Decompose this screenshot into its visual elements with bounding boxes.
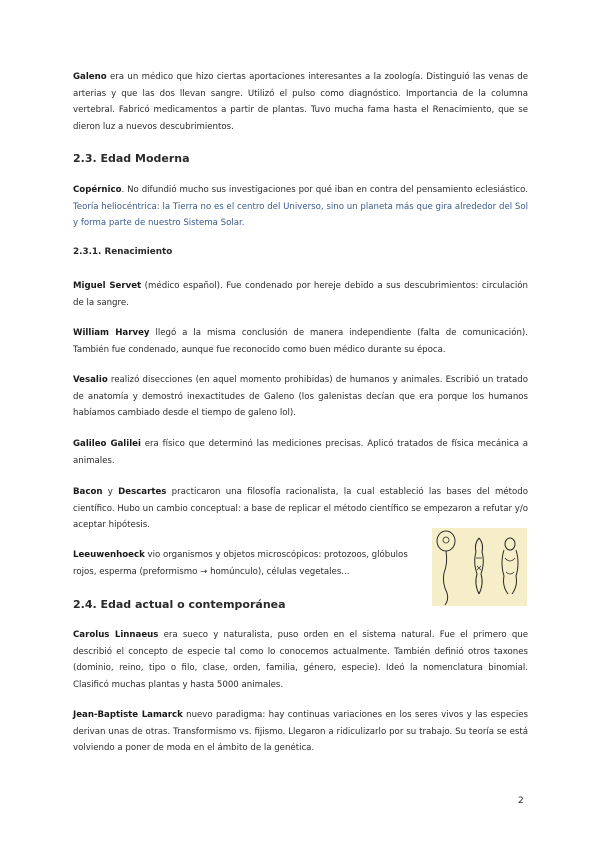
name-descartes: Descartes [118, 487, 167, 497]
name-leeuwenhoeck: Leeuwenhoeck [73, 550, 145, 560]
paragraph-bacon-descartes [73, 484, 528, 534]
text-harvey: llegó a la misma conclusión de manera independiente (falta de comunicación). También fue condenado, aunque fue reconocido como buen médico durante su época. [73, 328, 528, 355]
homunculus-illustration [432, 528, 527, 606]
text-galeno: era un médico que hizo ciertas aportaciones interesantes a la zoología. Distinguió las venas de arterias y que las dos llevan sangre. Utilizó el pulso como diagnóstico. Importancia de la columna vertebral. Fabricó medicamentos a partir de plantas. Tuvo mucha fama hasta el Renacimiento, que se dieron luz a nuevos descubrimientos. [73, 72, 528, 132]
text-servet: (médico español). Fue condenado por hereje debido a sus descubrimientos: circulación de la sangre. [73, 281, 528, 308]
text-galileo: era físico que determinó las mediciones precisas. Aplicó tratados de física mecánica a animales. [73, 439, 528, 466]
text-linnaeus: era sueco y naturalista, puso orden en el sistema natural. Fue el primero que describió el concepto de especie tal como lo conocemos actualmente. También definió otros taxones (dominio, reino, tipo o filo, clase, orden, familia, género, especie). Ideó la nomenclatura binomial. Clasificó muchas plantas y hasta 5000 animales. [73, 630, 529, 690]
heading-renacimiento [73, 247, 528, 257]
paragraph-galileo [73, 436, 528, 469]
text-lamarck: nuevo paradigma: hay continuas variaciones en los seres vivos y las especies derivan unas de otras. Transformismo vs. fijismo. Llegaron a ridiculizarlo por su trabajo. Su teoría se está volviendo a poner de moda en el ámbito de la genética. [73, 710, 529, 753]
name-galileo: Galileo Galilei [73, 439, 141, 449]
text-leeuwenhoeck: vio organismos y objetos microscópicos: protozoos, glóbulos rojos, esperma (preformismo → homúnculo), células vegetales... [73, 550, 408, 577]
name-servet: Miguel Servet [73, 281, 142, 291]
paragraph-servet [73, 278, 528, 311]
heliocentric-theory: Teoría heliocéntrica: la Tierra no es el centro del Universo, sino un planeta más que gira alrededor del Sol y forma parte de nuestro Sistema Solar. [73, 201, 528, 228]
paragraph-harvey [73, 325, 528, 358]
name-harvey: William Harvey [73, 328, 150, 338]
text-copernico: . No difundió mucho sus investigaciones por qué iban en contra del pensamiento eclesiástico. [121, 185, 528, 195]
section-title: 2.3. Edad Moderna [73, 152, 190, 165]
page-number: 2 [518, 796, 524, 806]
paragraph-leeuwenhoeck [73, 547, 421, 580]
section-title: 2.4. Edad actual o contemporánea [73, 598, 286, 611]
name-copernico: Copérnico [73, 185, 122, 195]
name-bacon: Bacon [73, 487, 103, 497]
name-lamarck: Jean-Baptiste Lamarck [73, 710, 183, 720]
paragraph-copernico [73, 182, 528, 232]
subsection-title: 2.3.1. Renacimiento [73, 247, 173, 257]
connector: y [102, 487, 119, 497]
paragraph-vesalio [73, 372, 528, 422]
name-galeno: Galeno [73, 72, 107, 82]
paragraph-linnaeus [73, 627, 528, 693]
name-linnaeus: Carolus Linnaeus [73, 630, 159, 640]
text-vesalio: realizó disecciones (en aquel momento prohibidas) de humanos y animales. Escribió un tratado de anatomía y demostró inexactitudes de Galeno (los galenistas decían que era porque los humanos habíamos cambiado desde el tiempo de galeno lol). [73, 375, 528, 418]
paragraph-galeno [73, 69, 528, 135]
name-vesalio: Vesalio [73, 375, 108, 385]
paragraph-lamarck [73, 707, 528, 757]
text-bacon-descartes: practicaron una filosofía racionalista, la cual estableció las bases del método científico. Hubo un cambio conceptual: a base de replicar el método científico se empezaron a refutar y/o aceptar hipótesis. [73, 487, 528, 530]
heading-edad-moderna [73, 152, 528, 165]
